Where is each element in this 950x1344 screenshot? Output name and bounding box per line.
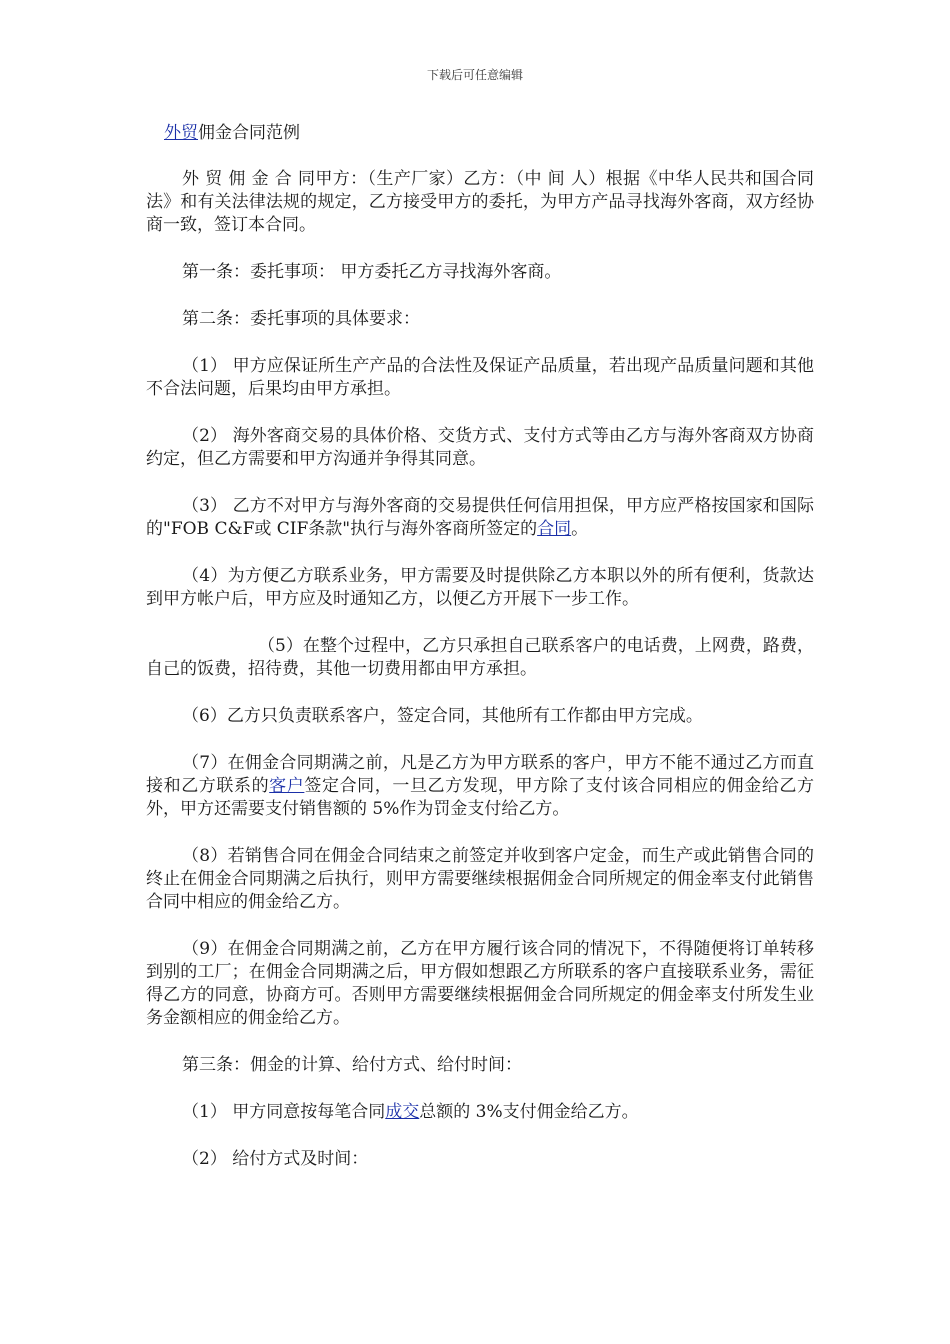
article-3-heading: 第三条：佣金的计算、给付方式、给付时间： <box>182 1055 522 1075</box>
article-2-heading: 第二条：委托事项的具体要求： <box>182 309 420 329</box>
commission-1-text: （1） 甲方同意按每笔合同 <box>182 1102 386 1122</box>
requirement-7-text: （7）在佣金合同期满之前，凡是乙方为甲方联系的客户，甲方不能不通过乙方而直接和乙方联系的 <box>146 753 814 796</box>
article-1: 第一条：委托事项： 甲方委托乙方寻找海外客商。 <box>182 262 562 282</box>
requirement-5: （5）在整个过程中，乙方只承担自己联系客户的电话费，上网费，路费，自己的饭费，招待费，其他一切费用都由甲方承担。 <box>146 636 814 679</box>
requirement-8: （8）若销售合同在佣金合同结束之前签定并收到客户定金，而生产或此销售合同的终止在佣金合同期满之后执行，则甲方需要继续根据佣金合同所规定的佣金率支付此销售合同中相应的佣金给乙方。 <box>146 846 814 912</box>
page-header: 下载后可任意编辑 <box>426 68 523 82</box>
requirement-7-end: 签定合同，一旦乙方发现，甲方除了支付该合同相应的佣金给乙方外，甲方还需要支付销售额的 5%作为罚金支付给乙方。 <box>146 776 815 819</box>
document-title <box>146 122 814 145</box>
requirement-3-text: （3） 乙方不对甲方与海外客商的交易提供任何信用担保，甲方应严格按国家和国际的"FOB C&F或 CIF条款"执行与海外客商所签定的 <box>146 496 814 539</box>
commission-1-end: 总额的 3%支付佣金给乙方。 <box>419 1102 639 1122</box>
intro-paragraph: 外 贸 佣 金 合 同甲方：（生产厂家）乙方：（中 间 人）根据《中华人民共和国合同法》和有关法律法规的规定，乙方接受甲方的委托，为甲方产品寻找海外客商，双方经协商一致，签订本合同。 <box>146 169 814 235</box>
contract-link[interactable]: 合同 <box>537 519 572 539</box>
requirement-9: （9）在佣金合同期满之前，乙方在甲方履行该合同的情况下，不得随便将订单转移到别的工厂；在佣金合同期满之后，甲方假如想跟乙方所联系的客户直接联系业务，需征得乙方的同意，协商方可。否则甲方需要继续根据佣金合同所规定的佣金率支付所发生业务金额相应的佣金给乙方。 <box>146 939 814 1028</box>
requirement-3 <box>146 495 814 541</box>
requirement-1: （1） 甲方应保证所生产产品的合法性及保证产品质量，若出现产品质量问题和其他不合法问题，后果均由甲方承担。 <box>146 356 814 399</box>
commission-2: （2） 给付方式及时间： <box>182 1149 369 1169</box>
requirement-4: （4）为方便乙方联系业务，甲方需要及时提供除乙方本职以外的所有便利，货款达到甲方帐户后，甲方应及时通知乙方，以便乙方开展下一步工作。 <box>146 566 814 609</box>
title-link-waimao[interactable]: 外贸 <box>164 123 198 143</box>
document-body <box>146 122 814 1195</box>
requirement-7 <box>146 752 814 821</box>
requirement-6: （6）乙方只负责联系客户，签定合同，其他所有工作都由甲方完成。 <box>182 706 703 726</box>
title-text: 佣金合同范例 <box>198 123 300 143</box>
requirement-2: （2） 海外客商交易的具体价格、交货方式、支付方式等由乙方与海外客商双方协商约定，但乙方需要和甲方沟通并争得其同意。 <box>146 426 814 469</box>
customer-link[interactable]: 客户 <box>269 776 305 796</box>
requirement-3-end: 。 <box>571 519 589 539</box>
deal-link[interactable]: 成交 <box>385 1102 420 1122</box>
commission-1 <box>146 1101 814 1124</box>
